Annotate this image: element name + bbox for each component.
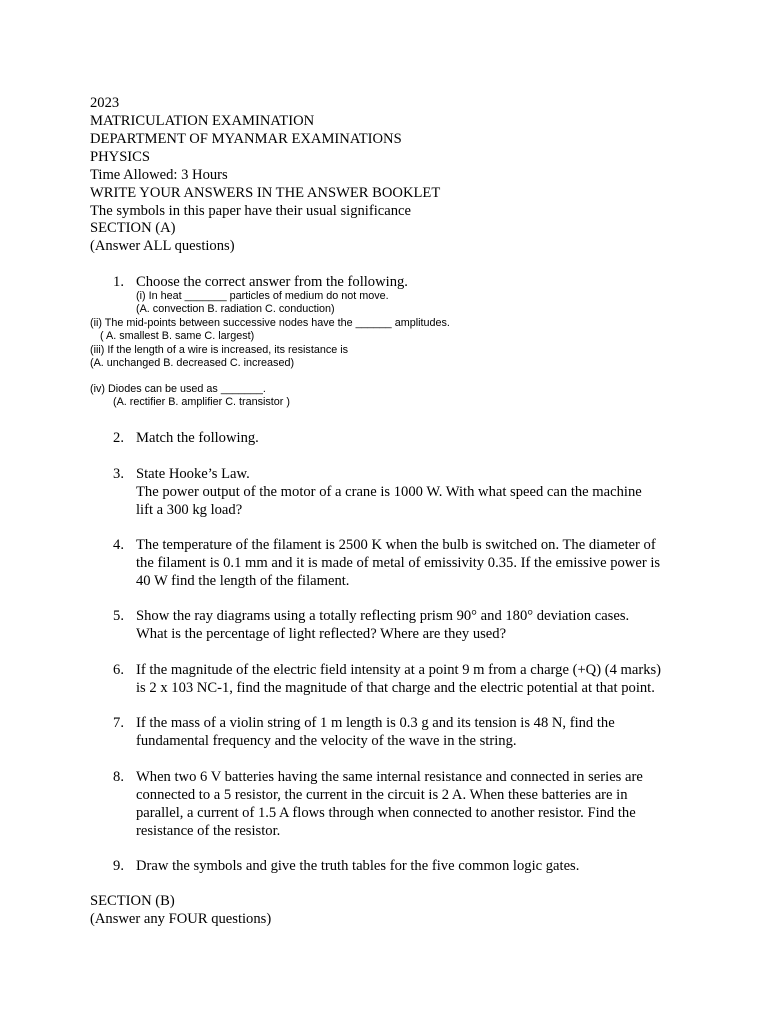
section-a-instruction: (Answer ALL questions) <box>90 238 235 254</box>
question-number: 7. <box>113 715 124 731</box>
question-text: The temperature of the filament is 2500 K when the bulb is switched on. The diameter of <box>136 537 656 553</box>
question-text: is 2 x 103 NC-1, find the magnitude of that charge and the electric potential at that point. <box>136 680 655 696</box>
question-text: Choose the correct answer from the following. <box>136 274 408 290</box>
section-a-title: SECTION (A) <box>90 220 176 236</box>
question-text: the filament is 0.1 mm and it is made of metal of emissivity 0.35. If the emissive power is <box>136 555 661 571</box>
question-text: fundamental frequency and the velocity of the wave in the string. <box>136 733 517 749</box>
question-text: 40 W find the length of the filament. <box>136 573 350 589</box>
section-b-title: SECTION (B) <box>90 893 175 909</box>
sub-question-options: (A. convection B. radiation C. conduction) <box>136 303 335 315</box>
sub-question: (i) In heat _______ particles of medium do not move. <box>136 290 389 302</box>
question-text: What is the percentage of light reflected? Where are they used? <box>136 626 507 642</box>
question-text: If the mass of a violin string of 1 m length is 0.3 g and its tension is 48 N, find the <box>136 715 615 731</box>
question-text: When two 6 V batteries having the same internal resistance and connected in series are <box>136 769 643 785</box>
exam-year: 2023 <box>90 95 120 111</box>
question-text: Show the ray diagrams using a totally reflecting prism 90° and 180° deviation cases. <box>136 608 630 624</box>
question-text: connected to a 5 resistor, the current in the circuit is 2 A. When these batteries are in <box>136 787 628 803</box>
question-text: resistance of the resistor. <box>136 823 281 839</box>
sub-question: (iv) Diodes can be used as _______. <box>90 383 266 395</box>
question-number: 8. <box>113 769 124 785</box>
question-text: Draw the symbols and give the truth tables for the five common logic gates. <box>136 858 580 874</box>
symbols-note: The symbols in this paper have their usual significance <box>90 203 411 219</box>
sub-question-options: (A. unchanged B. decreased C. increased) <box>90 357 295 369</box>
question-number: 6. <box>113 662 124 678</box>
question-number: 3. <box>113 466 124 482</box>
question-number: 9. <box>113 858 124 874</box>
subject: PHYSICS <box>90 149 151 165</box>
answer-instruction: WRITE YOUR ANSWERS IN THE ANSWER BOOKLET <box>90 185 441 201</box>
question-text: State Hooke’s Law. <box>136 466 250 482</box>
question-text: Match the following. <box>136 430 259 446</box>
sub-question-options: ( A. smallest B. same C. largest) <box>100 330 255 342</box>
question-text: parallel, a current of 1.5 A flows through when connected to another resistor. Find the <box>136 805 636 821</box>
department: DEPARTMENT OF MYANMAR EXAMINATIONS <box>90 131 402 147</box>
question-number: 5. <box>113 608 124 624</box>
section-b-instruction: (Answer any FOUR questions) <box>90 911 272 927</box>
exam-title: MATRICULATION EXAMINATION <box>90 113 315 129</box>
time-allowed: Time Allowed: 3 Hours <box>90 167 228 183</box>
sub-question: (iii) If the length of a wire is increased, its resistance is <box>90 344 349 356</box>
question-number: 4. <box>113 537 124 553</box>
question-text: If the magnitude of the electric field intensity at a point 9 m from a charge (+Q) (4 marks) <box>136 662 662 678</box>
question-text: lift a 300 kg load? <box>136 502 243 518</box>
sub-question-options: (A. rectifier B. amplifier C. transistor ) <box>113 396 290 408</box>
sub-question: (ii) The mid-points between successive nodes have the ______ amplitudes. <box>90 317 450 329</box>
question-number: 1. <box>113 274 124 290</box>
question-text: The power output of the motor of a crane is 1000 W. With what speed can the machine <box>136 484 642 500</box>
question-number: 2. <box>113 430 124 446</box>
